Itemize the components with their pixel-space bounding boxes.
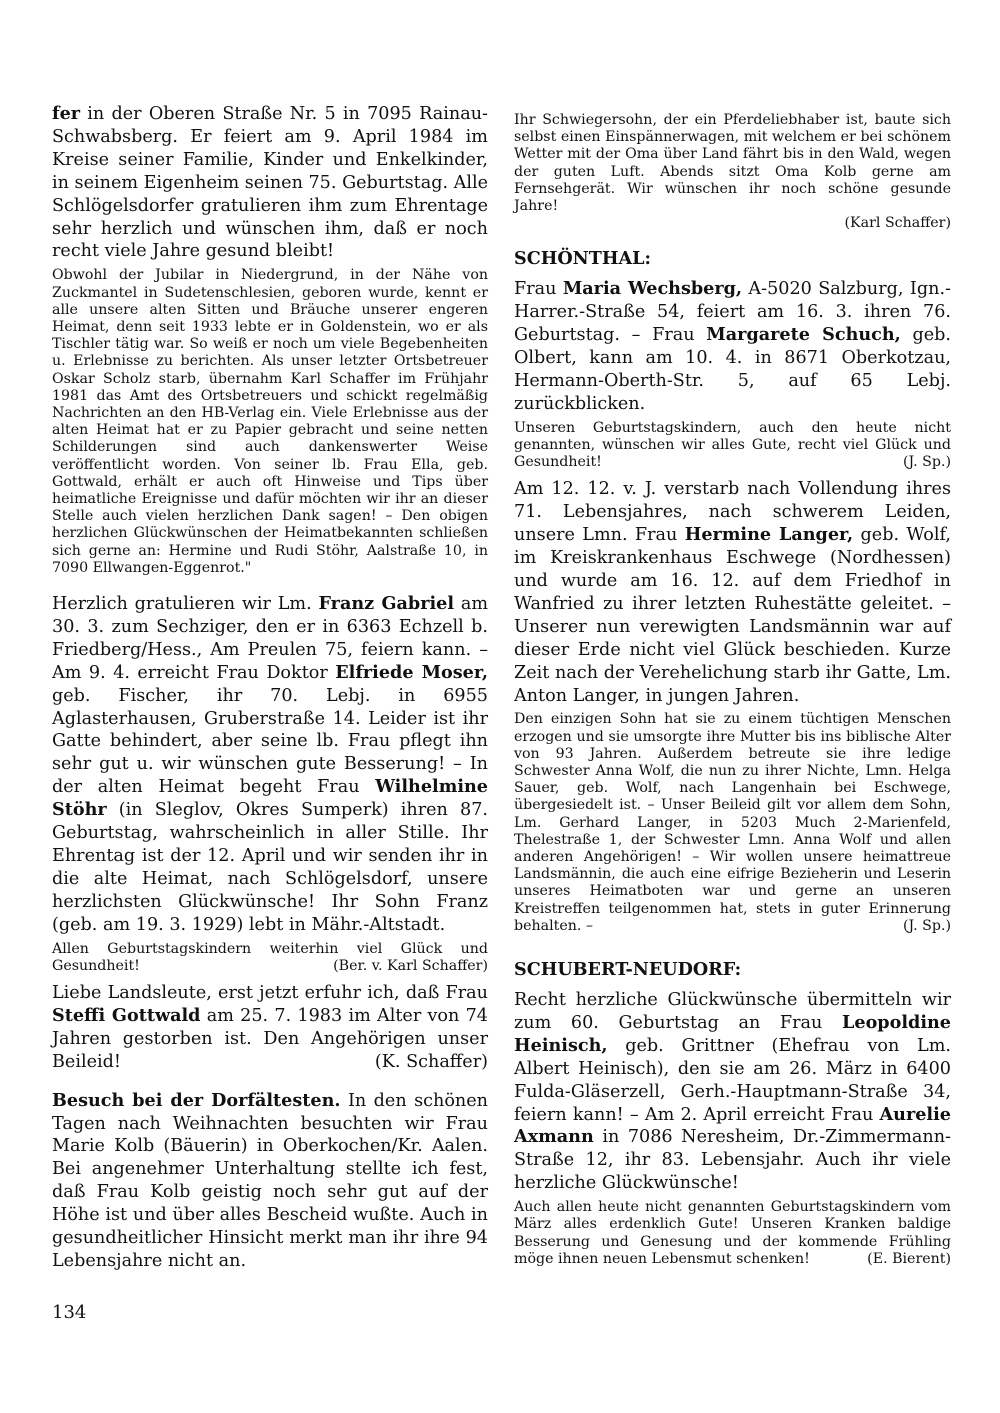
section-heading-schubert-neudorf: SCHUBERT-NEUDORF: <box>514 959 742 981</box>
name-leopoldine-heinisch: Leopoldine Heinisch, <box>514 1011 951 1056</box>
signature: (K. Schaffer) <box>374 1051 488 1072</box>
paragraph-langer-details: Den einzigen Sohn hat sie zu einem tüchtigen Menschen erzogen und sie umsorgte ihre Mutter bis ins biblische Alter von 93 Jahren. Außerdem betreute sie ihre ledige Schwester Anna Wolf, die nun zu ihrer Nichte, Lmn. Helga Sauer, geb. Wolf, nach Langenhain bei Eschwege, übergesiedelt ist. – Unser Beileid gilt vor allem dem Sohn, Lm. Gerhard Langer, in 5203 Much 2-Marienfeld, Thelestraße 1, der Schwester Lmn. Anna Wolf und allen anderen Angehörigen! – Wir wollen unsere heimattreue Landsmännin, die auch eine eifrige Bezieherin und Leserin unseres Heimatboten war und gerne an unseren Kreistreffen teilgenommen hat, stets in guter Erinnerung behalten. – (J. Sp.) <box>514 711 951 934</box>
page-number: 134 <box>52 1302 87 1323</box>
signature: (Ber. v. Karl Schaffer) <box>333 957 488 974</box>
name-steffi-gottwald: Steffi Gottwald <box>52 1004 201 1026</box>
left-column <box>52 103 488 1273</box>
paragraph-jubilar-address: fer in der Oberen Straße Nr. 5 in 7095 Rainau-Schwabsberg. Er feiert am 9. April 1984 im Kreise seiner Familie, Kinder und Enkelkinder, in seinem Eigenheim seinen 75. Geburtstag. Alle Schlögelsdorfer gratulieren ihm zum Ehrentage sehr herzlich und wünschen ihm, daß er noch recht viele Jahre gesund bleibt! <box>52 103 489 262</box>
signature: (J. Sp.) <box>903 454 951 471</box>
name-fragment: fer <box>52 103 81 124</box>
paragraph-schoenthal-wishes: Unseren Geburtstagskindern, auch den heute nicht genannten, wünschen wir alles Gute, recht viel Glück und Gesundheit! (J. Sp.) <box>514 419 951 471</box>
right-column <box>514 112 951 1268</box>
paragraph-obituary-langer: Am 12. 12. v. J. verstarb nach Vollendung ihres 71. Lebensjahres, nach schwerem Leiden, unsere Lmn. Frau Hermine Langer, geb. Wolf, im Kreiskrankenhaus Eschwege (Nordhessen) und wurde am 16. 12. auf dem Friedhof in Wanfried zu ihrer letzten Ruhestätte geleitet. – Unserer nun verewigten Landsmännin war auf dieser Erde nicht viel Glück beschieden. Kurze Zeit nach der Verehelichung starb ihr Gatte, Lm. Anton Langer, in jungen Jahren. <box>514 479 951 706</box>
paragraph-schubert-birthdays: Recht herzliche Glückwünsche übermitteln wir zum 60. Geburtstag an Frau Leopoldine Heinisch, geb. Grittner (Ehefrau von Lm. Albert Heinisch), den sie am 26. März in 6400 Fulda-Gläserzell, Gerh.-Hauptmann-Straße 34, feiern kann! – Am 2. April erreicht Frau Aurelie Axmann in 7086 Neresheim, Dr.-Zimmermann-Straße 12, ihr 83. Lebensjahr. Auch ihr viele herzliche Glückwünsche! <box>514 989 951 1194</box>
signature: (E. Bierent) <box>867 1250 951 1267</box>
paragraph-son-in-law: Ihr Schwiegersohn, der ein Pferdeliebhaber ist, baute sich selbst einen Einspännerwagen, mit welchem er bei schönem Wetter mit der Oma über Land fährt bis in den Wald, wegen der guten Luft. Abends sitzt Oma Kolb gerne am Fernsehgerät. Wir wünschen ihr noch schöne gesunde Jahre! <box>514 112 951 215</box>
paragraph-birthday-greetings: Herzlich gratulieren wir Lm. Franz Gabriel am 30. 3. zum Sechziger, den er in 6363 Echzell b. Friedberg/Hess., Am Preulen 75, feiern kann. – Am 9. 4. erreicht Frau Doktor Elfriede Moser, geb. Fischer, ihr 70. Lebj. in 6955 Aglasterhausen, Gruberstraße 14. Leider ist ihr Gatte behindert, aber seine lb. Frau pflegt ihn sehr gut u. wir wünschen gute Besserung! – In der alten Heimat begeht Frau Wilhelmine Stöhr (in Sleglov, Okres Sumperk) ihren 87. Geburtstag, wahrscheinlich in aller Stille. Ihr Ehrentag ist der 12. April und wir senden ihr in die alte Heimat, nach Schlögelsdorf, unsere herzlichsten Glückwünsche! Ihr Sohn Franz (geb. am 19. 3. 1929) lebt in Mähr.-Altstadt. <box>52 593 488 935</box>
paragraph-schubert-wishes: Auch allen heute nicht genannten Geburtstagskindern vom März alles erdenklich Gute! Unseren Kranken baldige Besserung und Genesung und der kommende Frühling möge ihnen neuen Lebensmut schenken! (E. Bierent) <box>514 1199 951 1267</box>
paragraph-obituary-gottwald: Liebe Landsleute, erst jetzt erfuhr ich, daß Frau Steffi Gottwald am 25. 7. 1983 im Alter von 74 Jahren gestorben ist. Den Angehörigen unser Beileid! (K. Schaffer) <box>52 983 488 1072</box>
signature: (J. Sp.) <box>903 917 951 934</box>
paragraph-wishes: Allen Geburtstagskindern weiterhin viel Glück und Gesundheit! (Ber. v. Karl Schaffer) <box>52 940 488 974</box>
paragraph-visit-eldest: Besuch bei der Dorfältesten. In den schönen Tagen nach Weihnachten besuchten wir Frau Marie Kolb (Bäuerin) in Oberkochen/Kr. Aalen. Bei angenehmer Unterhaltung stellte ich fest, daß Frau Kolb geistig noch sehr gut auf der Höhe ist und über alles Bescheid wußte. Auch in gesundheitlicher Hinsicht merkt man ihr ihre 94 Lebensjahre nicht an. <box>52 1089 488 1271</box>
name-maria-wechsberg: Maria Wechsberg, <box>562 278 743 300</box>
paragraph-jubilar-biography: Obwohl der Jubilar in Niedergrund, in der Nähe von Zuckmantel in Sudetenschlesien, geboren wurde, kennt er alle unsere alten Sitten und Bräuche unserer engeren Heimat, denn seit 1933 lebte er in Goldenstein, wo er als Tischler tätig war. So weiß er noch um viele Begebenheiten u. Erlebnisse zu berichten. Als unser letzter Ortsbetreuer Oskar Scholz starb, übernahm Karl Schaffer im Frühjahr 1981 das Amt des Ortsbetreuers und schickt regelmäßig Nachrichten an den HB-Verlag ein. Viele Erlebnisse aus der alten Heimat hat er zu Papier gebracht und seine netten Schilderungen sind auch dankenswerter Weise veröffentlicht worden. Von seiner lb. Frau Ella, geb. Gottwald, erhält er auch oft Hinweise und Tips über heimatliche Ereignisse und dafür möchten wir ihr an dieser Stelle auch vielen herzlichen Dank sagen! – Den obigen herzlichen Glückwünschen der Heimatbekannten schließen sich gerne an: Hermine und Rudi Stöhr, Aalstraße 10, in 7090 Ellwangen-Eggenrot." <box>52 267 488 576</box>
paragraph-schoenthal-birthdays: Frau Maria Wechsberg, A-5020 Salzburg, Ign.-Harrer.-Straße 54, feiert am 16. 3. ihren 76. Geburtstag. – Frau Margarete Schuch, geb. Olbert, kann am 10. 4. in 8671 Oberkotzau, Hermann-Oberth-Str. 5, auf 65 Lebj. zurückblicken. <box>514 278 951 414</box>
name-wilhelmine-stoehr: Wilhelmine Stöhr <box>52 776 488 821</box>
name-margarete-schuch: Margarete Schuch, <box>706 324 901 346</box>
section-heading-schoenthal: SCHÖNTHAL: <box>514 248 651 270</box>
name-aurelie-axmann: Aurelie Axmann <box>514 1103 951 1148</box>
section-heading: Besuch bei der Dorfältesten. <box>52 1089 341 1111</box>
signature: (Karl Schaffer) <box>844 215 951 232</box>
name-franz-gabriel: Franz Gabriel <box>318 593 455 614</box>
name-hermine-langer: Hermine Langer, <box>684 524 854 546</box>
name-elfriede-moser: Elfriede Moser, <box>335 661 488 683</box>
